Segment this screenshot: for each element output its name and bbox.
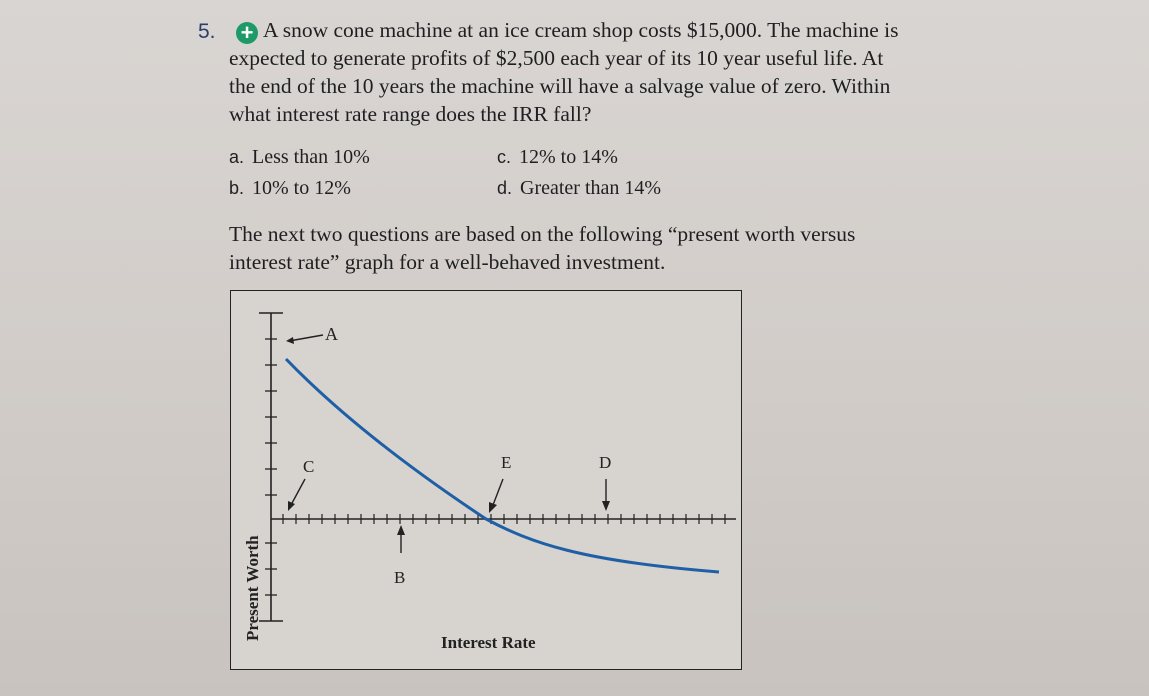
choice-c[interactable] (497, 146, 618, 169)
choice-letter: c. (497, 147, 512, 167)
y-axis-label: Present Worth (243, 535, 262, 641)
label-a-group (286, 324, 338, 344)
label-e-group (489, 453, 511, 513)
choice-text: Greater than 14% (520, 177, 662, 199)
choice-letter: d. (497, 178, 513, 198)
choice-b[interactable] (229, 177, 351, 200)
choice-d[interactable] (497, 177, 661, 200)
question-line: the end of the 10 years the machine will have a salvage value of zero. Within (229, 74, 891, 98)
question-text-cont (229, 44, 1009, 128)
choice-text: 10% to 12% (252, 177, 351, 199)
graph-svg (231, 291, 741, 669)
label-e: E (501, 453, 512, 472)
label-c: C (303, 457, 315, 476)
label-d: D (599, 453, 612, 472)
question-line: what interest rate range does the IRR fall? (229, 102, 592, 126)
question-line: expected to generate profits of $2,500 each year of its 10 year useful life. At (229, 46, 884, 70)
present-worth-graph (230, 290, 742, 670)
label-b: B (394, 568, 406, 587)
choice-letter: b. (229, 178, 245, 198)
label-a: A (325, 324, 338, 344)
intro-line: The next two questions are based on the following “present worth versus (229, 222, 856, 246)
choice-text: Less than 10% (252, 146, 370, 168)
add-plus-icon[interactable]: + (236, 22, 258, 44)
x-axis-label: Interest Rate (441, 633, 536, 652)
choice-a[interactable] (229, 146, 370, 169)
label-c-group (288, 457, 314, 511)
intro-line: interest rate” graph for a well-behaved investment. (229, 250, 666, 274)
question-number: 5. (198, 20, 216, 43)
choice-letter: a. (229, 147, 245, 167)
question-text (263, 16, 1008, 44)
label-d-group (599, 453, 611, 511)
choice-text: 12% to 14% (519, 146, 618, 168)
intro-text (229, 220, 1007, 276)
y-axis (259, 313, 283, 621)
label-b-group (394, 525, 405, 587)
question-line: A snow cone machine at an ice cream shop costs $15,000. The machine is (263, 18, 899, 42)
